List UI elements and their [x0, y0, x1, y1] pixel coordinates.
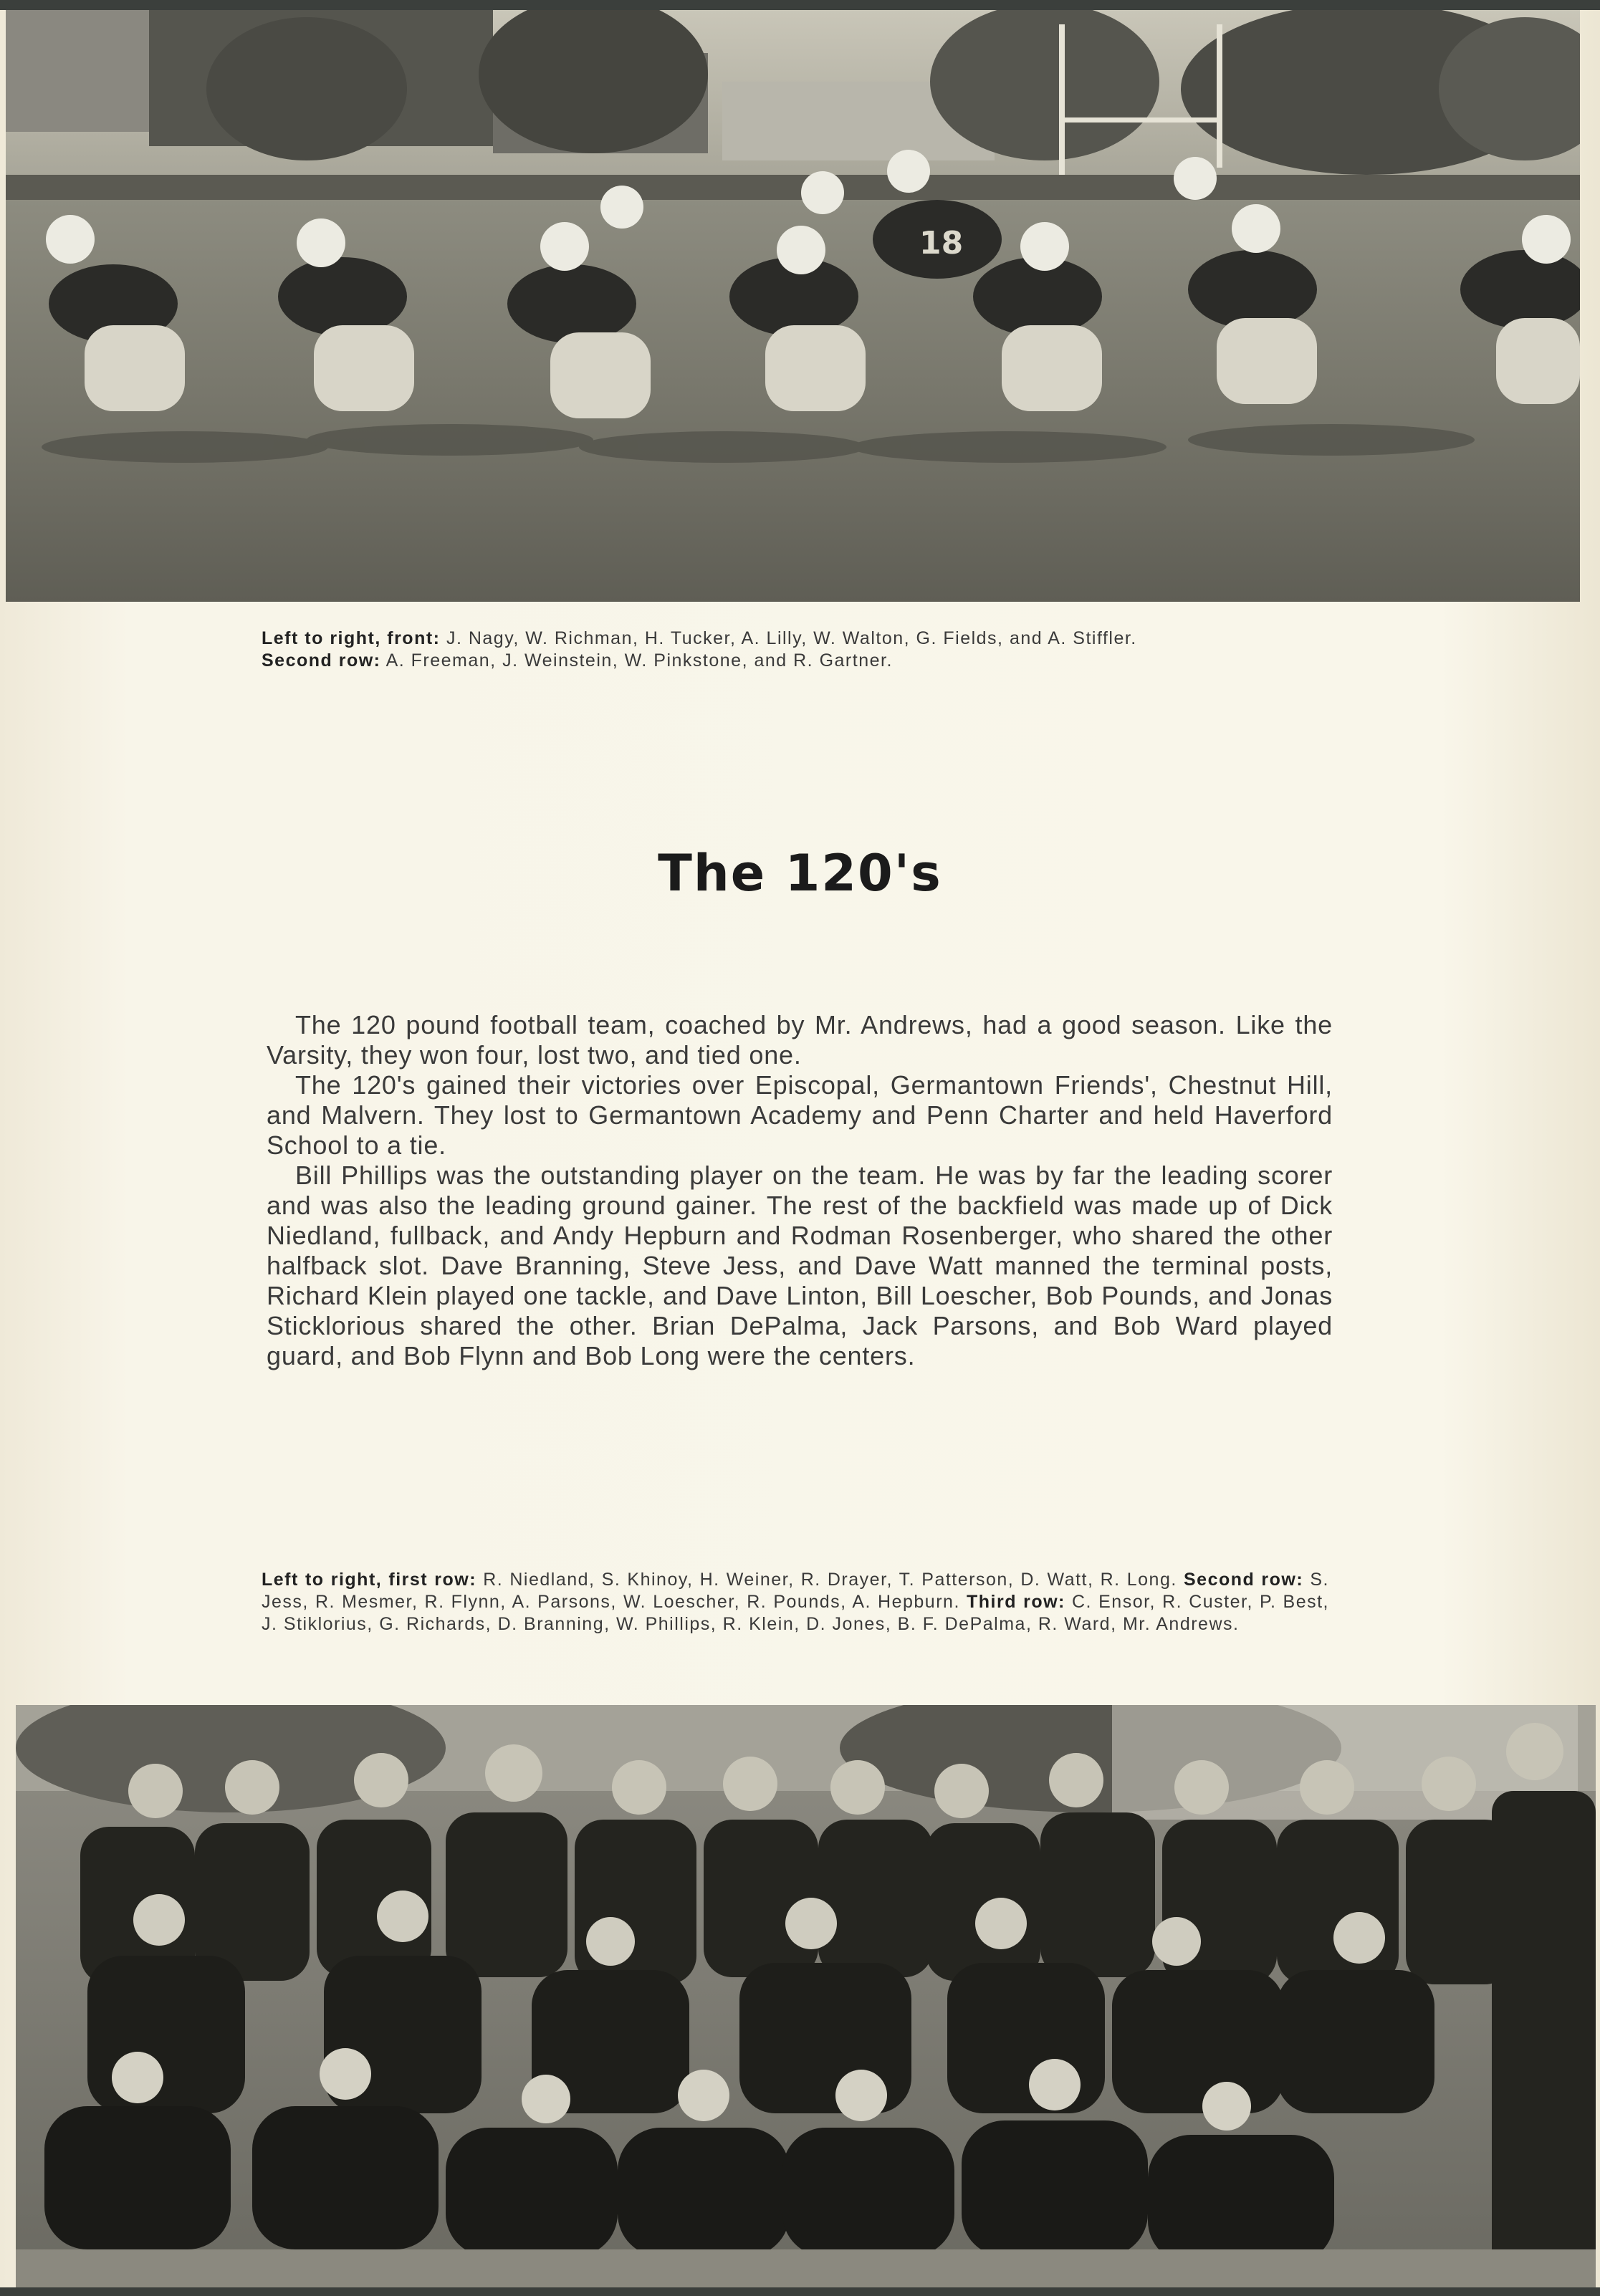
bottom-photo-caption [262, 1569, 1329, 1635]
caption-label: Left to right, first row: [262, 1570, 477, 1590]
team-group-photo [16, 1705, 1596, 2287]
caption-text: R. Niedland, S. Khinoy, H. Weiner, R. Drayer, T. Patterson, D. Watt, R. Long. [476, 1570, 1177, 1590]
caption-label: Left to right, front: [262, 628, 441, 648]
caption-text: J. Nagy, W. Richman, H. Tucker, A. Lilly, W. Walton, G. Fields, and A. Stiffler. [440, 628, 1137, 648]
caption-text: A. Freeman, J. Weinstein, W. Pinkstone, and R. Gartner. [380, 650, 893, 671]
paragraph: Bill Phillips was the outstanding player on the team. He was by far the leading scorer and was also the leading ground gainer. The rest of the backfield was made up of Dick Niedland, fullback, and Andy Hepburn and Rodman Rosenberger, who shared the other halfback slot. Dave Branning, Steve Jess, and Dave Watt manned the terminal posts, Richard Klein played one tackle, and Dave Linton, Bill Loescher, Bob Pounds, and Jonas Sticklorious shared the other. Brian DePalma, Jack Parsons, and Bob Ward played guard, and Bob Flynn and Bob Long were the centers. [267, 1161, 1333, 1370]
caption-label: Third row: [967, 1592, 1065, 1612]
page-top-edge [0, 0, 1600, 10]
jersey-number-text: 18 [919, 225, 964, 261]
paragraph: The 120's gained their victories over Episcopal, Germantown Friends', Chestnut Hill, and Malvern. They lost to Germantown Academy and Penn Charter and held Haverford School to a tie. [267, 1070, 1333, 1160]
caption-label: Second row: [262, 650, 381, 671]
caption-label: Second row: [1183, 1570, 1304, 1590]
team-line-photo [6, 10, 1580, 602]
page-bottom-edge [0, 2287, 1600, 2296]
paragraph: The 120 pound football team, coached by Mr. Andrews, had a good season. Like the Varsity, they won four, lost two, and tied one. [267, 1010, 1333, 1070]
caption-text: C. Ensor, R. Custer, P. Best, J. Stiklorius, G. Richards, D. Branning, W. Phillips, R. Klein, D. Jones, B. F. DePalma, R. Ward, Mr. Andrews. [262, 1592, 1329, 1634]
page-title: The 120's [658, 844, 942, 903]
top-photo-caption [262, 628, 1336, 672]
article-body [267, 1010, 1333, 1371]
caption-text: S. Jess, R. Mesmer, R. Flynn, A. Parsons, W. Loescher, R. Pounds, A. Hepburn. [262, 1570, 1329, 1612]
